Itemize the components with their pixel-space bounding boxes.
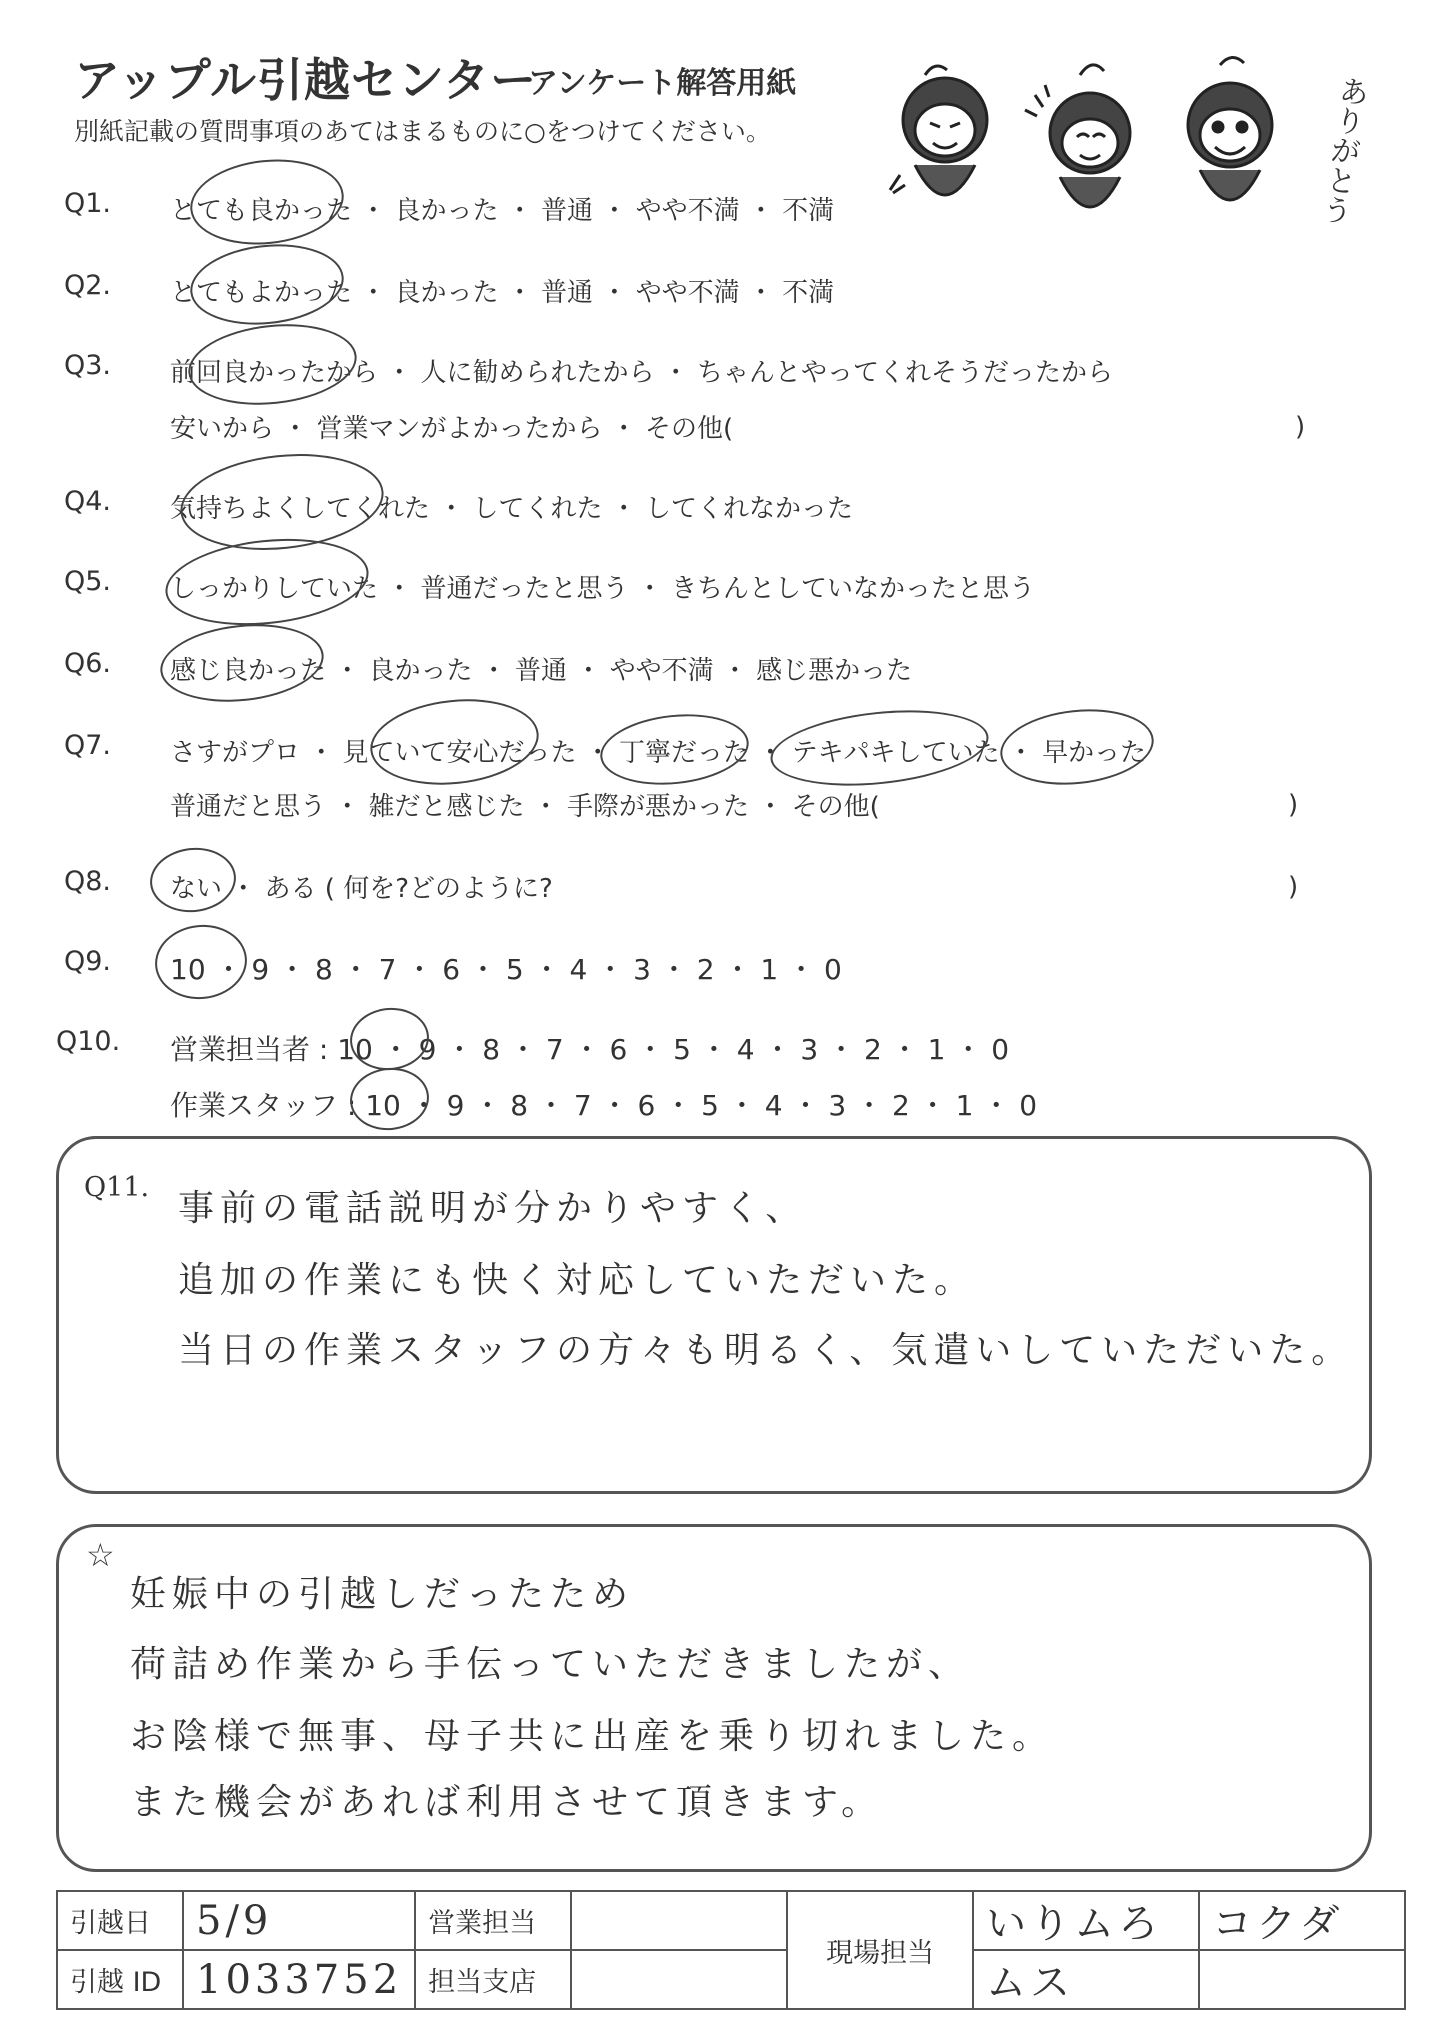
q11-handwritten-line: 当日の作業スタッフの方々も明るく、気遣いしていただいた。 [178, 1330, 1354, 1371]
question-number: Q3. [64, 350, 112, 381]
answer-circle [156, 617, 327, 710]
comment-handwritten-line: 妊娠中の引越しだったため [130, 1574, 635, 1615]
rating-scale: 10 ・ 9 ・ 8 ・ 7 ・ 6 ・ 5 ・ 4 ・ 3 ・ 2 ・ 1 ・ 0 [170, 953, 842, 986]
question-number: Q1. [64, 188, 112, 219]
question-options: 前回良かったから ・ 人に勧められたから ・ ちゃんとやってくれそうだったから [170, 358, 1114, 388]
answer-circle [151, 920, 250, 1003]
move-id-label: 引越 ID [57, 1950, 183, 2009]
site-staff-3: ムス [973, 1950, 1199, 2009]
site-staff-1: いりムろ [973, 1891, 1199, 1950]
site-staff-2: コクダ [1199, 1891, 1405, 1950]
form-title: アップル引越センター [74, 53, 538, 107]
comment-handwritten-line: 荷詰め作業から手伝っていただきましたが、 [130, 1644, 971, 1685]
answer-circle [767, 701, 992, 795]
site-label: 現場担当 [787, 1891, 973, 2009]
question-options: さすがプロ ・ 見ていて安心だった ・ 丁寧だった ・ テキパキしていた ・ 早かった [170, 738, 1147, 768]
q11-handwritten-line: 追加の作業にも快く対応していただいた。 [178, 1260, 977, 1301]
question-options: とても良かった ・ 良かった ・ 普通 ・ やや不満 ・ 不満 [170, 196, 835, 226]
comment-handwritten-line: また機会があれば利用させて頂きます。 [130, 1782, 884, 1823]
close-paren: ) [1288, 872, 1299, 902]
answer-circle [186, 237, 347, 332]
close-paren: ) [1288, 790, 1299, 820]
question-options: 普通だと思う ・ 雑だと感じた ・ 手際が悪かった ・ その他( [170, 792, 880, 822]
answer-circle [184, 316, 360, 412]
mascot-illustration [885, 55, 1365, 245]
question-number: Q7. [64, 730, 112, 761]
answer-circle [997, 702, 1158, 792]
question-number: Q9. [64, 946, 112, 977]
rating-scale-sales: 営業担当者 : 10 ・ 9 ・ 8 ・ 7 ・ 6 ・ 5 ・ 4 ・ 3 ・ 2 ・ 1 ・ 0 [170, 1033, 1010, 1066]
question-number: Q2. [64, 270, 112, 301]
footer-info-table [56, 1890, 1406, 2010]
answer-circle [597, 707, 752, 791]
sales-label: 営業担当 [415, 1891, 571, 1950]
q11-label: Q11. [84, 1172, 150, 1203]
answer-circle [186, 152, 348, 252]
answer-circle [366, 691, 543, 792]
question-options: 感じ良かった ・ 良かった ・ 普通 ・ やや不満 ・ 感じ悪かった [170, 656, 913, 686]
mascot-caption: ありがとう [1314, 73, 1371, 227]
move-date-value: 5/9 [183, 1891, 415, 1950]
close-paren: ) [1295, 412, 1306, 442]
question-options: 安いから ・ 営業マンがよかったから ・ その他( [170, 414, 734, 444]
answer-circle [147, 844, 239, 917]
question-number: Q4. [64, 486, 112, 517]
sales-value [571, 1891, 787, 1950]
question-number: Q10. [56, 1026, 121, 1057]
question-options: しっかりしていた ・ 普通だったと思う ・ きちんとしていなかったと思う [170, 574, 1036, 604]
question-options: ない ・ ある ( 何を?どのように? [170, 874, 553, 904]
site-staff-4 [1199, 1950, 1405, 2009]
answer-circle [161, 530, 373, 635]
rating-scale-staff: 作業スタッフ : 10 ・ 9 ・ 8 ・ 7 ・ 6 ・ 5 ・ 4 ・ 3 ・ 2 ・ 1 ・ 0 [170, 1089, 1038, 1122]
move-date-label: 引越日 [57, 1891, 183, 1950]
move-id-value: 1033752 [183, 1950, 415, 2009]
branch-value [571, 1950, 787, 2009]
comment-handwritten-line: お陰様で無事、母子共に出産を乗り切れました。 [130, 1716, 1055, 1757]
question-options: とてもよかった ・ 良かった ・ 普通 ・ やや不満 ・ 不満 [170, 278, 835, 308]
branch-label: 担当支店 [415, 1950, 571, 2009]
mascot-monkeys-icon [885, 55, 1365, 245]
star-icon: ☆ [86, 1536, 115, 1574]
question-options: 気持ちよくしてくれた ・ してくれた ・ してくれなかった [170, 494, 854, 524]
q11-handwritten-line: 事前の電話説明が分かりやすく、 [178, 1188, 808, 1229]
question-number: Q8. [64, 866, 112, 897]
form-instructions: 別紙記載の質問事項のあてはまるものに○をつけてください。 [74, 117, 771, 146]
question-number: Q6. [64, 648, 112, 679]
question-number: Q5. [64, 566, 112, 597]
form-subtitle: アンケート解答用紙 [528, 66, 797, 101]
